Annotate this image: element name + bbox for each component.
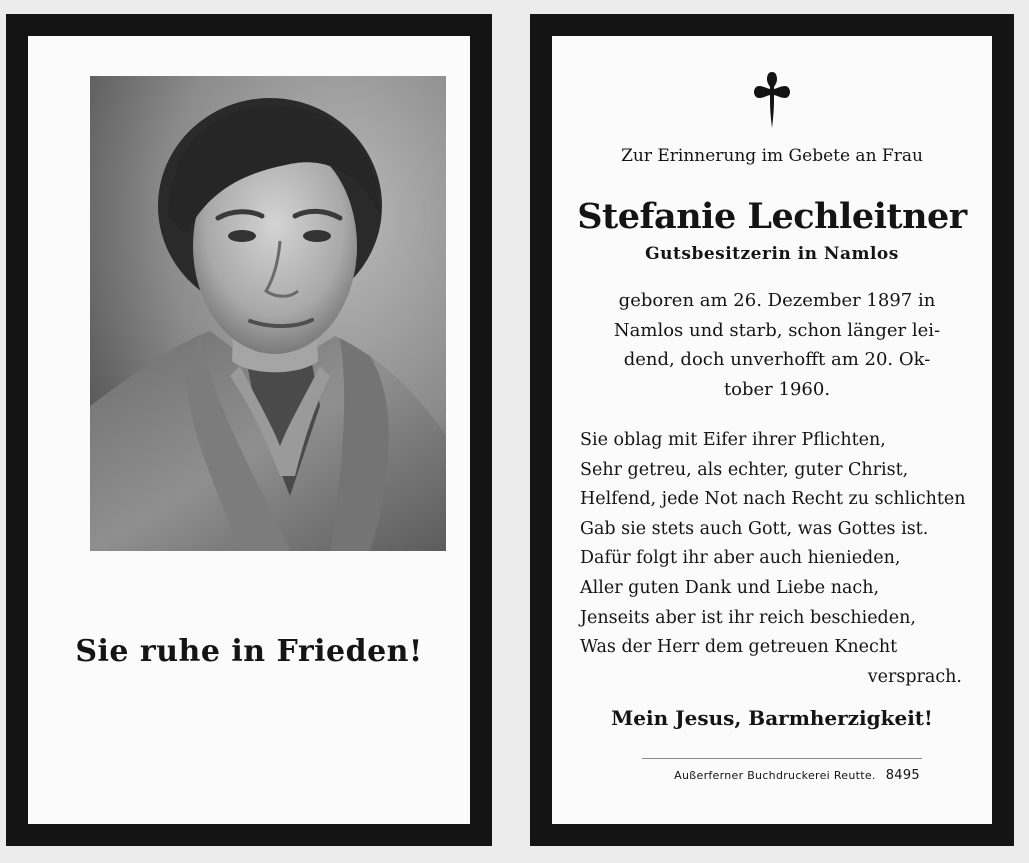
- left-card-inner: [28, 36, 470, 824]
- cross-icon: [752, 70, 792, 134]
- poem-line: Aller guten Dank und Liebe nach,: [580, 577, 880, 598]
- bio-line: Namlos und starb, schon länger lei-: [613, 319, 941, 341]
- right-card: [530, 14, 1014, 846]
- poem-line: versprach.: [867, 666, 962, 687]
- portrait-photo: [90, 76, 446, 551]
- poem: [580, 426, 966, 692]
- occupation-text: Gutsbesitzerin in Namlos: [645, 244, 899, 264]
- motto-text: Sie ruhe in Frieden!: [75, 634, 423, 669]
- prayer-text: Mein Jesus, Barmherzigkeit!: [611, 706, 933, 730]
- printer-credit: [640, 768, 920, 783]
- bio-line: tober 1960.: [723, 378, 831, 400]
- poem-line: Jenseits aber ist ihr reich beschieden,: [580, 607, 916, 628]
- deceased-name: Stefanie Lechleitner: [577, 196, 967, 237]
- bio-line: dend, doch unverhofft am 20. Ok-: [623, 349, 931, 370]
- poem-line: Helfend, jede Not nach Recht zu schlichten: [580, 489, 966, 510]
- printer-number: 8495: [885, 768, 920, 783]
- poem-line: Dafür folgt ihr aber auch hienieden,: [580, 548, 901, 569]
- divider: [642, 758, 922, 759]
- poem-line: Sehr getreu, als echter, guter Christ,: [580, 459, 909, 480]
- bio-line: geboren am 26. Dezember 1897 in: [618, 290, 936, 311]
- poem-line: Was der Herr dem getreuen Knecht: [580, 637, 898, 658]
- intro-text: Zur Erinnerung im Gebete an Frau: [621, 146, 923, 166]
- printer-name: Außerferner Buchdruckerei Reutte.: [674, 769, 876, 782]
- biography: [592, 286, 962, 404]
- poem-line: Gab sie stets auch Gott, was Gottes ist.: [580, 518, 929, 539]
- portrait-image: [90, 76, 446, 551]
- poem-line: Sie oblag mit Eifer ihrer Pflichten,: [580, 430, 886, 450]
- right-card-inner: [552, 36, 992, 824]
- left-card: [6, 14, 492, 846]
